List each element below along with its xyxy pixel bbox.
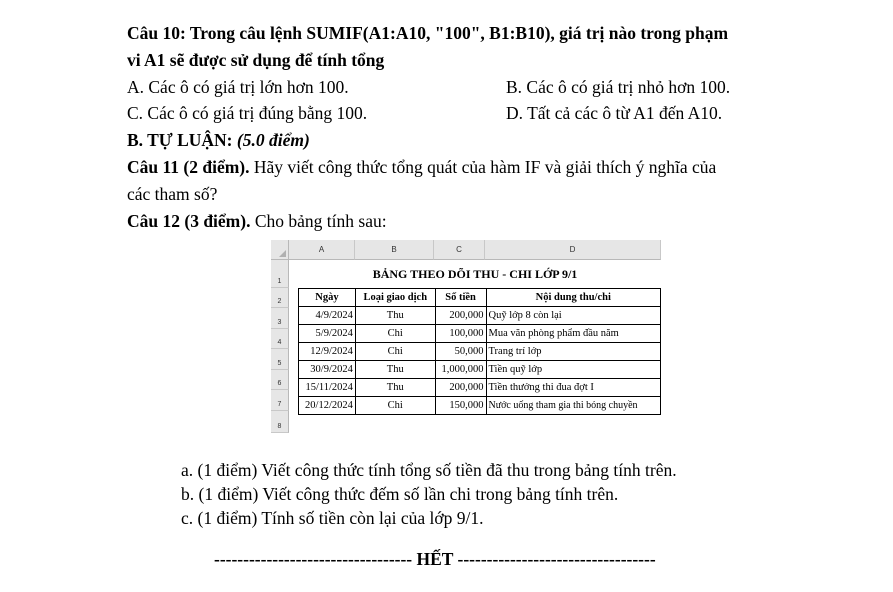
cell-amount: 200,000	[435, 307, 486, 325]
row-header-7: 7	[271, 390, 289, 411]
cell-type: Thu	[355, 307, 435, 325]
table-row	[299, 307, 661, 325]
select-all-corner	[271, 240, 289, 260]
cell-description: Nước uống tham gia thi bóng chuyền	[486, 397, 661, 415]
cell-amount: 50,000	[435, 343, 486, 361]
cell-amount: 1,000,000	[435, 361, 486, 379]
header-type: Loại giao dịch	[355, 289, 435, 307]
column-header-a: A	[289, 240, 355, 260]
cell-date: 30/9/2024	[299, 361, 356, 379]
table-row	[299, 379, 661, 397]
cell-type: Thu	[355, 379, 435, 397]
question-10-line-1: Câu 10: Trong câu lệnh SUMIF(A1:A10, "100", B1:B10), giá trị nào trong phạm	[127, 23, 729, 43]
cell-description: Tiền thưởng thi đua đợt I	[486, 379, 661, 397]
row-header-5: 5	[271, 349, 289, 370]
question-11-line-1	[127, 156, 716, 178]
cell-description: Trang trí lớp	[486, 343, 661, 361]
sheet-grid	[289, 260, 661, 433]
cell-date: 4/9/2024	[299, 307, 356, 325]
cell-date: 20/12/2024	[299, 397, 356, 415]
table-row	[299, 325, 661, 343]
table-row	[299, 343, 661, 361]
option-a: A. Các ô có giá trị lớn hơn 100.	[127, 77, 349, 97]
header-description: Nội dung thu/chi	[486, 289, 661, 307]
question-11-label: Câu 11 (2 điểm).	[127, 157, 250, 177]
question-12-line	[127, 210, 387, 232]
section-b-heading	[127, 129, 310, 151]
section-b-points: (5.0 điểm)	[236, 130, 310, 150]
question-11-line-2: các tham số?	[127, 184, 218, 204]
cell-type: Thu	[355, 361, 435, 379]
cell-description: Mua văn phòng phẩm đầu năm	[486, 325, 661, 343]
cell-description: Tiền quỹ lớp	[486, 361, 661, 379]
option-b: B. Các ô có giá trị nhỏ hơn 100.	[506, 77, 731, 97]
cell-description: Quỹ lớp 8 còn lại	[486, 307, 661, 325]
cell-date: 15/11/2024	[299, 379, 356, 397]
subquestion-b: b. (1 điểm) Viết công thức đếm số lần chi trong bảng tính trên.	[181, 484, 619, 504]
cell-type: Chi	[355, 343, 435, 361]
cell-amount: 100,000	[435, 325, 486, 343]
cell-date: 5/9/2024	[299, 325, 356, 343]
row-header-3: 3	[271, 308, 289, 329]
header-amount: Số tiền	[435, 289, 486, 307]
subquestion-a: a. (1 điểm) Viết công thức tính tổng số tiền đã thu trong bảng tính trên.	[181, 460, 677, 480]
column-header-b: B	[355, 240, 434, 260]
question-11-text: Hãy viết công thức tổng quát của hàm IF và giải thích ý nghĩa của	[249, 157, 717, 177]
table-row	[299, 361, 661, 379]
row-header-8: 8	[271, 411, 289, 433]
question-12-text: Cho bảng tính sau:	[250, 211, 387, 231]
end-marker: ---------------------------------- HẾT ----------------------------------	[214, 549, 656, 569]
cell-type: Chi	[355, 397, 435, 415]
option-d: D. Tất cả các ô từ A1 đến A10.	[506, 103, 723, 123]
table-header-row	[299, 289, 661, 307]
question-12-label: Câu 12 (3 điểm).	[127, 211, 251, 231]
spreadsheet-image	[271, 240, 661, 433]
row-header-4: 4	[271, 329, 289, 349]
header-date: Ngày	[299, 289, 356, 307]
cell-type: Chi	[355, 325, 435, 343]
ledger-table	[298, 288, 661, 415]
column-header-c: C	[434, 240, 485, 260]
sheet-title: BẢNG THEO DÕI THU - CHI LỚP 9/1	[372, 266, 578, 281]
section-b-label: B. TỰ LUẬN:	[127, 130, 237, 150]
cell-amount: 150,000	[435, 397, 486, 415]
row-header-2: 2	[271, 288, 289, 308]
cell-date: 12/9/2024	[299, 343, 356, 361]
subquestion-c: c. (1 điểm) Tính số tiền còn lại của lớp 9/1.	[181, 508, 484, 528]
row-header-1: 1	[271, 260, 289, 288]
row-header-6: 6	[271, 370, 289, 390]
table-row	[299, 397, 661, 415]
question-10-line-2: vi A1 sẽ được sử dụng để tính tổng	[127, 50, 385, 70]
option-c: C. Các ô có giá trị đúng bằng 100.	[127, 103, 368, 123]
column-header-d: D	[485, 240, 661, 260]
cell-amount: 200,000	[435, 379, 486, 397]
